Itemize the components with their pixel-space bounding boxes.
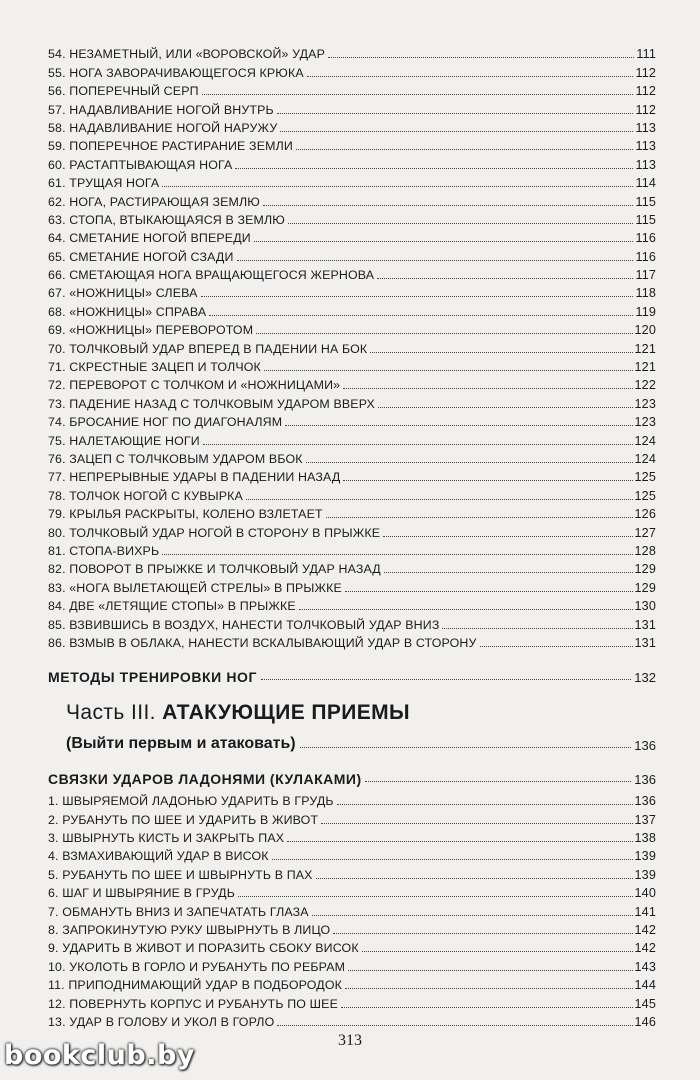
toc-entry (48, 265, 656, 283)
toc-entry-page: 146 (634, 1014, 656, 1029)
toc-entry-page: 116 (635, 249, 656, 264)
dot-leader (277, 1025, 632, 1026)
dot-leader (365, 781, 632, 782)
toc-entry (48, 920, 656, 938)
toc-entry-title: 75. НАЛЕТАЮЩИЕ НОГИ (48, 433, 200, 448)
toc-entry (48, 883, 656, 901)
part-title (66, 701, 656, 727)
toc-entry-title: 7. ОБМАНУТЬ ВНИЗ И ЗАПЕЧАТАТЬ ГЛАЗА (48, 904, 309, 919)
toc-entry (48, 559, 656, 577)
toc-entry-title: 66. СМЕТАЮЩАЯ НОГА ВРАЩАЮЩЕГОСЯ ЖЕРНОВА (48, 268, 375, 283)
section-page: 132 (634, 669, 656, 685)
part-title-main: АТАКУЮЩИЕ ПРИЕМЫ (162, 700, 410, 724)
toc-entry-page: 137 (634, 812, 656, 827)
toc-entry-title: 59. ПОПЕРЕЧНОЕ РАСТИРАНИЕ ЗЕМЛИ (48, 139, 293, 154)
toc-entry-title: 70. ТОЛЧКОВЫЙ УДАР ВПЕРЕД В ПАДЕНИИ НА БОК (48, 341, 368, 356)
toc-list-palms (48, 791, 656, 1030)
toc-entry-page: 123 (634, 415, 656, 430)
dot-leader (299, 609, 633, 610)
toc-entry-page: 138 (634, 831, 656, 846)
toc-entry (48, 136, 656, 154)
toc-entry-page: 122 (634, 378, 656, 393)
toc-entry-page: 115 (635, 212, 656, 227)
toc-entry (48, 577, 656, 595)
toc-entry-title: 10. УКОЛОТЬ В ГОРЛО И РУБАНУТЬ ПО РЕБРАМ (48, 959, 346, 974)
toc-entry-page: 131 (634, 617, 656, 632)
toc-entry (48, 99, 656, 117)
toc-entry-title: 79. КРЫЛЬЯ РАСКРЫТЫ, КОЛЕНО ВЗЛЕТАЕТ (48, 507, 323, 522)
toc-entry (48, 809, 656, 827)
watermark-logo: bookclub.by (4, 1040, 195, 1071)
toc-entry-page: 112 (635, 84, 656, 99)
toc-entry-page: 111 (636, 47, 656, 62)
toc-entry-title: 77. НЕПРЕРЫВНЫЕ УДАРЫ В ПАДЕНИИ НАЗАД (48, 470, 341, 485)
toc-entry-page: 136 (634, 794, 656, 809)
toc-entry-title: 78. ТОЛЧОК НОГОЙ С КУВЫРКА (48, 488, 243, 503)
toc-section-palm-strikes (48, 767, 656, 787)
toc-entry (48, 614, 656, 632)
toc-entry-page: 116 (635, 231, 656, 246)
toc-entry-title: 86. ВЗМЫВ В ОБЛАКА, НАНЕСТИ ВСКАЛЫВАЮЩИЙ УДАР В СТОРОНУ (48, 635, 477, 650)
toc-entry-title: 73. ПАДЕНИЕ НАЗАД С ТОЛЧКОВЫМ УДАРОМ ВВЕРХ (48, 396, 375, 411)
toc-entry (48, 62, 656, 80)
toc-entry-title: 62. НОГА, РАСТИРАЮЩАЯ ЗЕМЛЮ (48, 194, 260, 209)
toc-entry-page: 124 (634, 433, 656, 448)
toc-entry-title: 71. СКРЕСТНЫЕ ЗАЦЕП И ТОЛЧОК (48, 360, 261, 375)
toc-entry-title: 57. НАДАВЛИВАНИЕ НОГОЙ ВНУТРЬ (48, 102, 274, 117)
toc-entry-page: 113 (635, 139, 656, 154)
toc-entry-title: 64. СМЕТАНИЕ НОГОЙ ВПЕРЕДИ (48, 231, 251, 246)
dot-leader (235, 168, 633, 169)
dot-leader (254, 241, 634, 242)
dot-leader (321, 823, 632, 824)
toc-entry (48, 44, 656, 62)
toc-entry-page: 123 (634, 396, 656, 411)
dot-leader (277, 113, 634, 114)
toc-entry (48, 283, 656, 301)
toc-entry (48, 81, 656, 99)
toc-entry (48, 956, 656, 974)
toc-entry-title: 63. СТОПА, ВТЫКАЮЩАЯСЯ В ЗЕМЛЮ (48, 212, 285, 227)
toc-entry-page: 117 (635, 268, 656, 283)
toc-list-legs (48, 44, 656, 651)
toc-entry (48, 504, 656, 522)
toc-entry (48, 154, 656, 172)
dot-leader (377, 278, 633, 279)
toc-entry-title: 74. БРОСАНИЕ НОГ ПО ДИАГОНАЛЯМ (48, 415, 283, 430)
toc-entry-title: 54. НЕЗАМЕТНЫЙ, ИЛИ «ВОРОВСКОЙ» УДАР (48, 47, 326, 62)
dot-leader (343, 480, 632, 481)
toc-entry-page: 139 (634, 849, 656, 864)
part-subtitle-row (66, 731, 656, 753)
toc-entry-page: 140 (634, 886, 656, 901)
toc-entry-page: 126 (634, 507, 656, 522)
toc-entry-title: 85. ВЗВИВШИСЬ В ВОЗДУХ, НАНЕСТИ ТОЛЧКОВЫЙ УДАР ВНИЗ (48, 617, 440, 632)
toc-entry-page: 139 (634, 867, 656, 882)
toc-entry (48, 246, 656, 264)
dot-leader (348, 970, 632, 971)
dot-leader (272, 859, 633, 860)
toc-entry (48, 596, 656, 614)
toc-entry (48, 412, 656, 430)
toc-entry-page: 142 (634, 941, 656, 956)
toc-entry-page: 141 (634, 904, 656, 919)
dot-leader (296, 149, 634, 150)
dot-leader (264, 370, 633, 371)
dot-leader (341, 1007, 633, 1008)
dot-leader (362, 951, 633, 952)
toc-entry-title: 5. РУБАНУТЬ ПО ШЕЕ И ШВЫРНУТЬ В ПАХ (48, 867, 313, 882)
dot-leader (162, 186, 633, 187)
dot-leader (383, 536, 632, 537)
toc-entry-title: 61. ТРУЩАЯ НОГА (48, 176, 160, 191)
toc-section-leg-training (48, 665, 656, 685)
toc-entry-title: 4. ВЗМАХИВАЮЩИЙ УДАР В ВИСОК (48, 849, 269, 864)
part-page: 136 (634, 737, 656, 753)
toc-entry-page: 121 (634, 341, 656, 356)
toc-entry (48, 467, 656, 485)
toc-entry-page: 112 (635, 102, 656, 117)
toc-entry-title: 72. ПЕРЕВОРОТ С ТОЛЧКОМ И «НОЖНИЦАМИ» (48, 378, 341, 393)
dot-leader (285, 425, 632, 426)
toc-entry (48, 301, 656, 319)
part-title-prefix: Часть III. (66, 700, 163, 724)
toc-entry (48, 541, 656, 559)
toc-entry-title: 80. ТОЛЧКОВЫЙ УДАР НОГОЙ В СТОРОНУ В ПРЫЖКЕ (48, 525, 381, 540)
dot-leader (328, 57, 634, 58)
dot-leader (378, 407, 633, 408)
toc-entry (48, 449, 656, 467)
toc-entry (48, 375, 656, 393)
part-subtitle: (Выйти первым и атаковать) (66, 734, 296, 752)
toc-entry (48, 993, 656, 1011)
toc-entry (48, 320, 656, 338)
dot-leader (326, 517, 633, 518)
toc-entry-title: 2. РУБАНУТЬ ПО ШЕЕ И УДАРИТЬ В ЖИВОТ (48, 812, 319, 827)
dot-leader (343, 388, 632, 389)
toc-entry-page: 128 (634, 543, 656, 558)
toc-entry-page: 113 (635, 157, 656, 172)
page-number: 313 (338, 1032, 362, 1049)
dot-leader (288, 223, 633, 224)
toc-entry (48, 522, 656, 540)
dot-leader (280, 131, 633, 132)
toc-entry-title: 8. ЗАПРОКИНУТУЮ РУКУ ШВЫРНУТЬ В ЛИЦО (48, 923, 331, 938)
toc-entry-page: 124 (634, 451, 656, 466)
toc-entry-title: 3. ШВЫРНУТЬ КИСТЬ И ЗАКРЫТЬ ПАХ (48, 831, 285, 846)
dot-leader (370, 352, 632, 353)
toc-entry-title: 82. ПОВОРОТ В ПРЫЖКЕ И ТОЛЧКОВЫЙ УДАР НАЗАД (48, 562, 381, 577)
toc-entry-page: 130 (634, 599, 656, 614)
toc-entry (48, 791, 656, 809)
dot-leader (287, 841, 632, 842)
toc-entry-title: 67. «НОЖНИЦЫ» СЛЕВА (48, 286, 198, 301)
toc-entry-title: 84. ДВЕ «ЛЕТЯЩИЕ СТОПЫ» В ПРЫЖКЕ (48, 599, 296, 614)
section-title: СВЯЗКИ УДАРОВ ЛАДОНЯМИ (КУЛАКАМИ) (48, 770, 362, 787)
dot-leader (316, 878, 633, 879)
toc-entry (48, 210, 656, 228)
toc-entry-page: 143 (634, 959, 656, 974)
toc-entry (48, 633, 656, 651)
toc-entry-title: 68. «НОЖНИЦЫ» СПРАВА (48, 304, 207, 319)
toc-entry-title: 9. УДАРИТЬ В ЖИВОТ И ПОРАЗИТЬ СБОКУ ВИСОК (48, 941, 359, 956)
dot-leader (337, 804, 633, 805)
toc-entry-title: 13. УДАР В ГОЛОВУ И УКОЛ В ГОРЛО (48, 1014, 275, 1029)
toc-entry (48, 191, 656, 209)
toc-entry-title: 6. ШАГ И ШВЫРЯНИЕ В ГРУДЬ (48, 886, 235, 901)
dot-leader (480, 646, 633, 647)
toc-entry-page: 145 (634, 996, 656, 1011)
dot-leader (256, 333, 632, 334)
toc-entry-title: 69. «НОЖНИЦЫ» ПЕРЕВОРОТОМ (48, 323, 254, 338)
toc-entry-page: 125 (634, 488, 656, 503)
toc-entry-title: 11. ПРИПОДНИМАЮЩИЙ УДАР В ПОДБОРОДОК (48, 978, 342, 993)
dot-leader (237, 260, 634, 261)
toc-entry-page: 129 (634, 562, 656, 577)
toc-entry (48, 118, 656, 136)
toc-entry (48, 173, 656, 191)
section-page: 136 (634, 771, 656, 787)
toc-entry (48, 338, 656, 356)
toc-entry (48, 938, 656, 956)
dot-leader (246, 499, 633, 500)
dot-leader (307, 76, 634, 77)
toc-entry-page: 120 (634, 323, 656, 338)
toc-entry (48, 828, 656, 846)
toc-entry-page: 113 (635, 120, 656, 135)
toc-entry (48, 228, 656, 246)
dot-leader (162, 554, 632, 555)
toc-entry-page: 114 (635, 176, 656, 191)
dot-leader (345, 988, 633, 989)
dot-leader (306, 462, 633, 463)
toc-entry (48, 975, 656, 993)
toc-entry-page: 115 (635, 194, 656, 209)
dot-leader (261, 679, 631, 680)
toc-entry (48, 1012, 656, 1030)
toc-entry-page: 127 (634, 525, 656, 540)
toc-entry-title: 12. ПОВЕРНУТЬ КОРПУС И РУБАНУТЬ ПО ШЕЕ (48, 996, 338, 1011)
dot-leader (442, 628, 632, 629)
table-of-contents (48, 44, 656, 1030)
toc-entry-page: 129 (634, 580, 656, 595)
dot-leader (384, 572, 633, 573)
dot-leader (333, 933, 632, 934)
toc-entry-page: 125 (634, 470, 656, 485)
dot-leader (209, 315, 633, 316)
dot-leader (312, 915, 633, 916)
toc-entry (48, 846, 656, 864)
toc-entry-page: 142 (634, 923, 656, 938)
toc-entry-page: 118 (635, 286, 656, 301)
dot-leader (263, 205, 633, 206)
toc-entry-title: 60. РАСТАПТЫВАЮЩАЯ НОГА (48, 157, 233, 172)
toc-entry (48, 430, 656, 448)
toc-entry-title: 81. СТОПА-ВИХРЬ (48, 543, 160, 558)
toc-entry-page: 144 (634, 978, 656, 993)
section-title: МЕТОДЫ ТРЕНИРОВКИ НОГ (48, 668, 258, 685)
toc-entry (48, 864, 656, 882)
toc-entry-page: 121 (634, 360, 656, 375)
toc-entry (48, 485, 656, 503)
dot-leader (345, 591, 633, 592)
toc-entry (48, 393, 656, 411)
toc-entry-page: 131 (634, 635, 656, 650)
toc-entry-title: 83. «НОГА ВЫЛЕТАЮЩЕЙ СТРЕЛЫ» В ПРЫЖКЕ (48, 580, 342, 595)
toc-entry-page: 119 (635, 304, 656, 319)
toc-entry-title: 55. НОГА ЗАВОРАЧИВАЮЩЕГОСЯ КРЮКА (48, 65, 304, 80)
dot-leader (300, 747, 632, 748)
dot-leader (201, 296, 634, 297)
dot-leader (238, 896, 633, 897)
toc-entry-page: 112 (635, 65, 656, 80)
toc-entry-title: 58. НАДАВЛИВАНИЕ НОГОЙ НАРУЖУ (48, 120, 278, 135)
toc-entry-title: 56. ПОПЕРЕЧНЫЙ СЕРП (48, 84, 199, 99)
toc-entry-title: 76. ЗАЦЕП С ТОЛЧКОВЫМ УДАРОМ ВБОК (48, 451, 303, 466)
dot-leader (202, 94, 634, 95)
toc-entry-title: 1. ШВЫРЯЕМОЙ ЛАДОНЬЮ УДАРИТЬ В ГРУДЬ (48, 794, 334, 809)
dot-leader (203, 444, 633, 445)
toc-entry-title: 65. СМЕТАНИЕ НОГОЙ СЗАДИ (48, 249, 234, 264)
toc-entry (48, 357, 656, 375)
toc-entry (48, 901, 656, 919)
